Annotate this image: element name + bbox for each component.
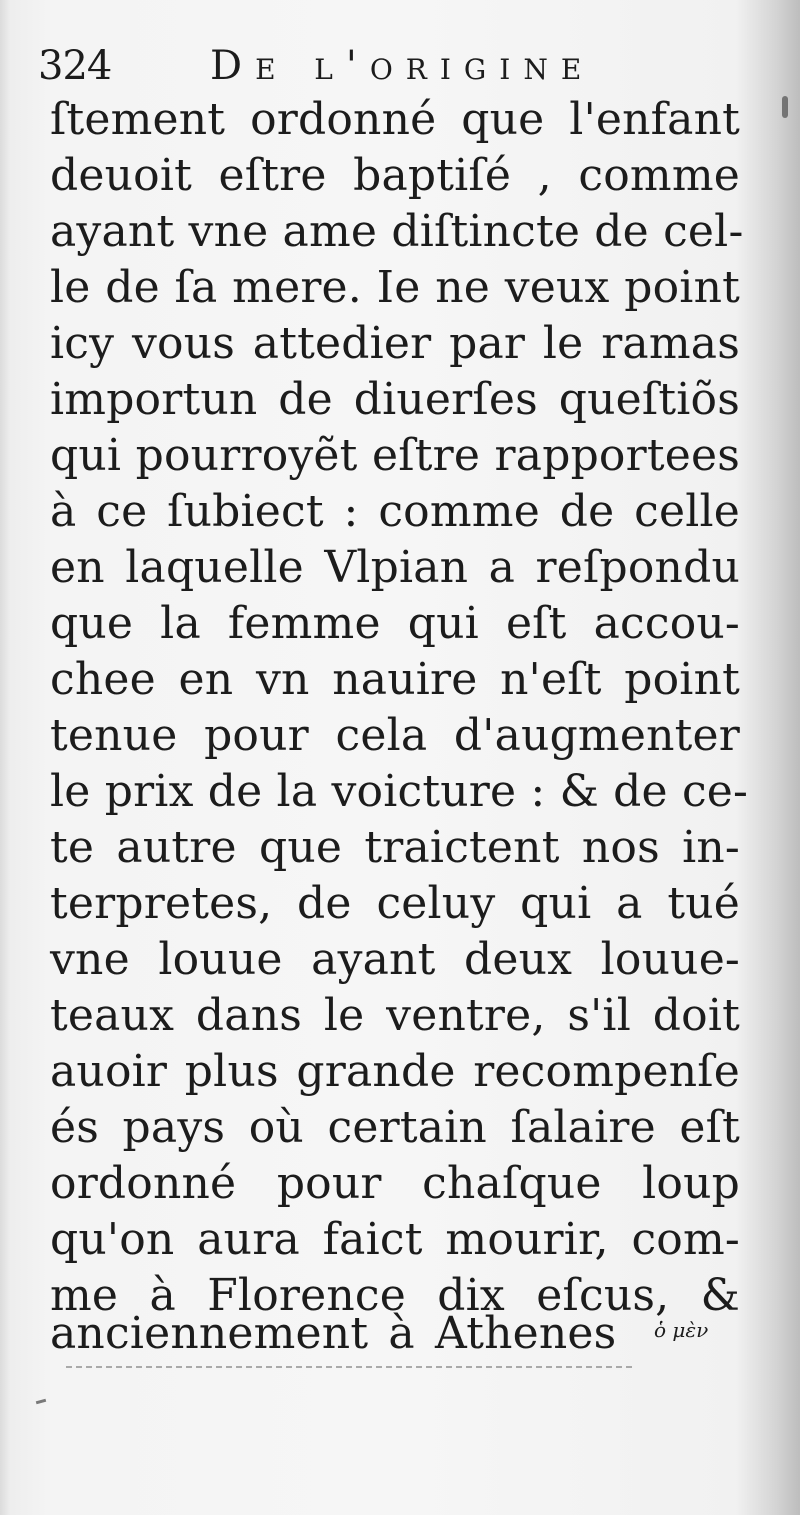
body-line: ayant vne ame diſtincte de cel- bbox=[50, 206, 744, 257]
body-line: teaux dans le ventre, s'il doit bbox=[50, 990, 740, 1041]
body-line: és pays où certain ſalaire eſt bbox=[50, 1102, 740, 1153]
body-line: vne louue ayant deux louue- bbox=[50, 934, 740, 985]
body-line: anciennement à Athenes bbox=[50, 1308, 617, 1359]
body-line: le prix de la voicture : & de ce- bbox=[50, 766, 749, 817]
body-line: tenue pour cela d'augmenter bbox=[50, 710, 740, 761]
body-line: le de ſa mere. Ie ne veux point bbox=[50, 262, 740, 313]
body-line: icy vous attedier par le ramas bbox=[50, 318, 740, 369]
page-header bbox=[34, 28, 734, 98]
body-line: ordonné pour chaſque loup bbox=[50, 1158, 740, 1209]
body-line: terpretes, de celuy qui a tué bbox=[50, 878, 740, 929]
page-number: 324 bbox=[38, 43, 112, 89]
ink-speck bbox=[36, 1399, 46, 1404]
body-line: me à Florence dix eſcus, & bbox=[50, 1270, 740, 1321]
catchword: ὁ μὲν bbox=[654, 1318, 709, 1342]
body-line: à ce ſubiect : comme de celle bbox=[50, 486, 740, 537]
body-line: en laquelle Vlpian a reſpondu bbox=[50, 542, 740, 593]
body-line: qu'on aura faict mourir, com- bbox=[50, 1214, 740, 1265]
body-line: deuoit eſtre baptiſé , comme bbox=[50, 150, 740, 201]
bleed-through-rule bbox=[66, 1366, 632, 1368]
body-line: chee en vn nauire n'eſt point bbox=[50, 654, 740, 705]
running-head: De l'origine bbox=[210, 43, 595, 89]
body-line: ſtement ordonné que l'enfant bbox=[50, 94, 740, 145]
body-line: que la femme qui eſt accou- bbox=[50, 598, 740, 649]
body-line: te autre que traictent nos in- bbox=[50, 822, 740, 873]
body-line: importun de diuerſes queſtiõs bbox=[50, 374, 740, 425]
body-line: qui pourroyẽt eſtre rapportees bbox=[50, 430, 740, 481]
body-line: auoir plus grande recompenſe bbox=[50, 1046, 740, 1097]
page-edge-mark bbox=[782, 96, 788, 118]
